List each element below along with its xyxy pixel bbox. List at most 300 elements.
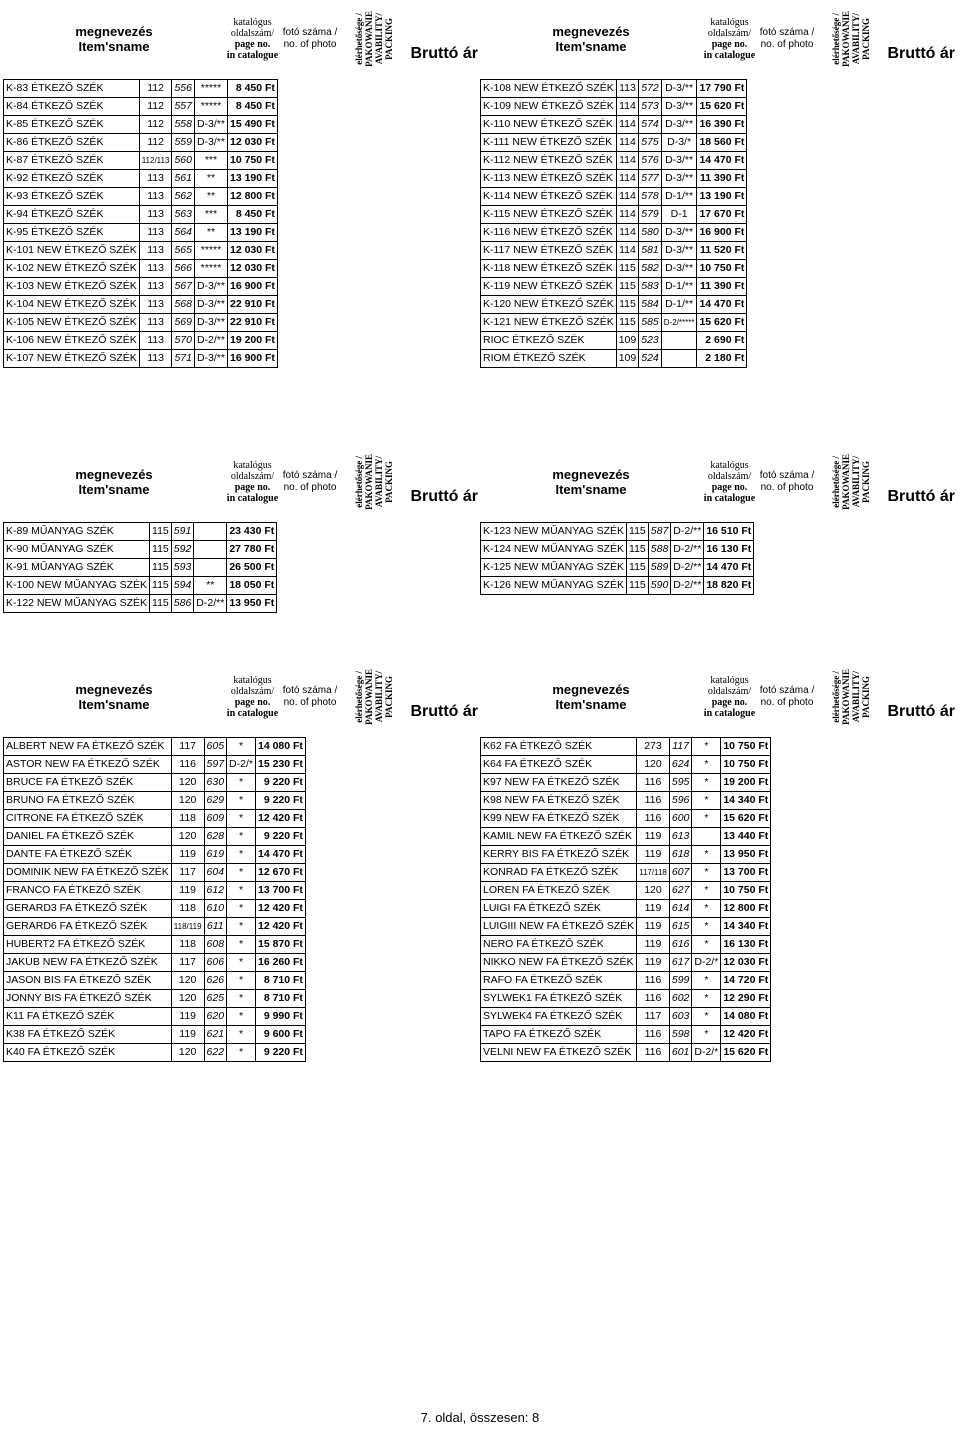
availability: D-3/**: [661, 98, 697, 116]
table-row: [481, 559, 754, 577]
catalogue-page: 120: [637, 882, 670, 900]
availability: D-2/**: [194, 595, 227, 613]
photo-number: 576: [639, 152, 662, 170]
avail-header-line4: PACKING: [383, 676, 394, 718]
photo-number: 589: [648, 559, 671, 577]
table-row: [4, 756, 306, 774]
page-header-line3: page no.: [711, 697, 748, 708]
availability: D-2/**: [671, 541, 704, 559]
table-row: [481, 80, 747, 98]
table-row: [4, 882, 306, 900]
avail-header-line1: elérhetősége /: [830, 13, 841, 65]
availability: *****: [194, 242, 227, 260]
table-row: [4, 1008, 306, 1026]
photo-number: 626: [204, 972, 227, 990]
table-header: [3, 7, 957, 71]
photo-number: 629: [204, 792, 227, 810]
item-name: K-108 NEW ÉTKEZŐ SZÉK: [481, 80, 617, 98]
availability: [194, 523, 227, 541]
photo-number: 117: [669, 738, 692, 756]
item-name: K-113 NEW ÉTKEZŐ SZÉK: [481, 170, 617, 188]
catalogue-page: 109: [616, 332, 639, 350]
availability: D-1: [661, 206, 697, 224]
catalogue-page: 115: [150, 595, 172, 613]
catalogue-page: 113: [616, 80, 639, 98]
availability: ***: [194, 206, 227, 224]
item-name: GERARD6 FA ÉTKEZŐ SZÉK: [4, 918, 172, 936]
avail-header-line2: PAKOWANIE: [840, 11, 851, 67]
photo-header-line1: fotó száma /: [282, 685, 338, 696]
page-header-line4: in catalogue: [703, 708, 756, 719]
catalogue-page: 116: [637, 1044, 670, 1062]
page-footer: 7. oldal, összesen: 8: [420, 1410, 540, 1425]
column-header-photo: [280, 450, 340, 514]
table-row: [4, 278, 278, 296]
item-name: K-91 MŰANYAG SZÉK: [4, 559, 150, 577]
catalogue-page: 115: [627, 523, 649, 541]
avail-header-line2: PAKOWANIE: [363, 454, 374, 510]
availability: D-2/*: [692, 1044, 721, 1062]
availability: **: [194, 170, 227, 188]
gross-price: 12 670 Ft: [255, 864, 305, 882]
availability: *: [692, 792, 721, 810]
item-name: LOREN FA ÉTKEZŐ SZÉK: [481, 882, 637, 900]
photo-number: 591: [171, 523, 194, 541]
gross-price: 14 470 Ft: [697, 152, 747, 170]
table-row: [481, 792, 771, 810]
photo-header-line1: fotó száma /: [282, 27, 338, 38]
photo-number: 605: [204, 738, 227, 756]
column-header-name: [3, 665, 225, 729]
gross-price: 8 450 Ft: [227, 206, 277, 224]
table-row: [4, 846, 306, 864]
photo-number: 607: [669, 864, 692, 882]
catalogue-page: 119: [171, 882, 204, 900]
catalogue-page: 118/119: [171, 918, 204, 936]
gross-price: 14 340 Ft: [721, 792, 771, 810]
availability: *: [227, 792, 256, 810]
photo-number: 627: [669, 882, 692, 900]
page-header-line1: katalógus: [710, 17, 749, 28]
avail-header-line3: AVABILITY/: [850, 13, 861, 65]
availability: *: [692, 990, 721, 1008]
gross-price: 16 510 Ft: [704, 523, 754, 541]
photo-number: 612: [204, 882, 227, 900]
catalogue-page: 119: [637, 900, 670, 918]
item-name: K-105 NEW ÉTKEZŐ SZÉK: [4, 314, 140, 332]
availability: D-1/**: [661, 278, 697, 296]
availability: *: [227, 1026, 256, 1044]
column-header-price: [407, 450, 480, 514]
item-name: K-111 NEW ÉTKEZŐ SZÉK: [481, 134, 617, 152]
name-header-hu: megnevezés: [75, 24, 153, 39]
avail-header-line2: PAKOWANIE: [363, 669, 374, 725]
gross-price: 12 800 Ft: [227, 188, 277, 206]
gross-price: 14 720 Ft: [721, 972, 771, 990]
photo-number: 618: [669, 846, 692, 864]
gross-price: 15 870 Ft: [255, 936, 305, 954]
availability: *: [692, 846, 721, 864]
availability: *: [692, 864, 721, 882]
catalogue-page: 113: [139, 188, 172, 206]
catalogue-page: 116: [637, 810, 670, 828]
photo-number: 592: [171, 541, 194, 559]
item-name: K40 FA ÉTKEZŐ SZÉK: [4, 1044, 172, 1062]
catalogue-page: 114: [616, 206, 639, 224]
catalogue-page: 119: [637, 936, 670, 954]
avail-header-line3: AVABILITY/: [373, 456, 384, 508]
availability: *: [692, 1008, 721, 1026]
name-header-en: Item'sname: [78, 39, 150, 54]
item-name: K-90 MŰANYAG SZÉK: [4, 541, 150, 559]
avail-header-line4: PACKING: [383, 18, 394, 60]
page-header-line4: in catalogue: [703, 50, 756, 61]
photo-number: 604: [204, 864, 227, 882]
name-header-hu: megnevezés: [552, 467, 630, 482]
page-header-line4: in catalogue: [226, 493, 279, 504]
photo-number: 524: [639, 350, 662, 368]
catalogue-page: 115: [150, 559, 172, 577]
avail-header-line3: AVABILITY/: [850, 671, 861, 723]
gross-price: 8 710 Ft: [255, 990, 305, 1008]
availability: **: [194, 224, 227, 242]
photo-number: 596: [669, 792, 692, 810]
catalogue-page: 120: [171, 972, 204, 990]
photo-number: 594: [171, 577, 194, 595]
catalogue-page: 117: [171, 954, 204, 972]
availability: ***: [194, 152, 227, 170]
availability: *: [227, 738, 256, 756]
column-header-photo: [757, 7, 817, 71]
availability: D-3/**: [194, 116, 227, 134]
gross-price: 16 260 Ft: [255, 954, 305, 972]
item-name: K-112 NEW ÉTKEZŐ SZÉK: [481, 152, 617, 170]
item-name: K-101 NEW ÉTKEZŐ SZÉK: [4, 242, 140, 260]
photo-number: 560: [172, 152, 195, 170]
catalogue-page: 113: [139, 296, 172, 314]
catalogue-page: 113: [139, 350, 172, 368]
table-row: [4, 595, 277, 613]
gross-price: 13 190 Ft: [697, 188, 747, 206]
gross-price: 19 200 Ft: [227, 332, 277, 350]
catalogue-page: 115: [150, 577, 172, 595]
gross-price: 13 700 Ft: [255, 882, 305, 900]
availability: D-3/**: [661, 224, 697, 242]
name-header-hu: megnevezés: [75, 467, 153, 482]
name-header-en: Item'sname: [78, 697, 150, 712]
price-table-right: [480, 522, 754, 595]
gross-price: 9 220 Ft: [255, 774, 305, 792]
catalogue-page: 118: [171, 900, 204, 918]
catalogue-page: 116: [637, 972, 670, 990]
gross-price: 26 500 Ft: [227, 559, 277, 577]
gross-price: 15 620 Ft: [697, 314, 747, 332]
availability: D-1/**: [661, 296, 697, 314]
price-header: Bruttó ár: [887, 45, 955, 62]
table-header: [3, 450, 957, 514]
column-header-price: [884, 450, 957, 514]
avail-header-line4: PACKING: [860, 461, 871, 503]
name-header-en: Item'sname: [555, 697, 627, 712]
price-header: Bruttó ár: [887, 488, 955, 505]
item-name: K-87 ÉTKEZŐ SZÉK: [4, 152, 140, 170]
gross-price: 16 130 Ft: [721, 936, 771, 954]
item-name: LUIGIII NEW FA ÉTKEZŐ SZÉK: [481, 918, 637, 936]
catalogue-page: 120: [171, 1044, 204, 1062]
item-name: HUBERT2 FA ÉTKEZŐ SZÉK: [4, 936, 172, 954]
item-name: K-109 NEW ÉTKEZŐ SZÉK: [481, 98, 617, 116]
photo-number: 617: [669, 954, 692, 972]
availability: *: [227, 810, 256, 828]
catalogue-page: 273: [637, 738, 670, 756]
catalogue-page: 115: [616, 314, 639, 332]
table-row: [4, 224, 278, 242]
item-name: BRUNO FA ÉTKEZŐ SZÉK: [4, 792, 172, 810]
table-row: [481, 260, 747, 278]
item-name: K-102 NEW ÉTKEZŐ SZÉK: [4, 260, 140, 278]
table-row: [481, 738, 771, 756]
price-table-left: [3, 79, 278, 368]
availability: *: [692, 972, 721, 990]
item-name: K-120 NEW ÉTKEZŐ SZÉK: [481, 296, 617, 314]
gross-price: 10 750 Ft: [697, 260, 747, 278]
table-row: [481, 224, 747, 242]
catalogue-page: 113: [139, 260, 172, 278]
gross-price: 9 220 Ft: [255, 1044, 305, 1062]
item-name: K-119 NEW ÉTKEZŐ SZÉK: [481, 278, 617, 296]
table-row: [481, 882, 771, 900]
table-row: [481, 134, 747, 152]
table-row: [481, 846, 771, 864]
gross-price: 12 030 Ft: [227, 134, 277, 152]
avail-header-line1: elérhetősége /: [353, 456, 364, 508]
photo-number: 558: [172, 116, 195, 134]
section-3: [3, 665, 957, 1058]
table-row: [481, 98, 747, 116]
price-table-right: [480, 737, 771, 1062]
table-row: [481, 936, 771, 954]
table-row: [481, 1026, 771, 1044]
table-row: [4, 828, 306, 846]
photo-number: 590: [648, 577, 671, 595]
availability: *: [692, 756, 721, 774]
table-row: [4, 774, 306, 792]
photo-number: 621: [204, 1026, 227, 1044]
catalogue-page: 118: [171, 810, 204, 828]
catalogue-page: 112: [139, 80, 172, 98]
column-header-photo: [757, 450, 817, 514]
catalogue-page: 115: [627, 541, 649, 559]
gross-price: 16 130 Ft: [704, 541, 754, 559]
item-name: K-85 ÉTKEZŐ SZÉK: [4, 116, 140, 134]
photo-header-line2: no. of photo: [283, 39, 337, 50]
photo-number: 608: [204, 936, 227, 954]
gross-price: 12 800 Ft: [721, 900, 771, 918]
avail-header-line2: PAKOWANIE: [363, 11, 374, 67]
photo-number: 581: [639, 242, 662, 260]
header-left: [3, 665, 480, 729]
item-name: NIKKO NEW FA ÉTKEZŐ SZÉK: [481, 954, 637, 972]
gross-price: 16 900 Ft: [227, 350, 277, 368]
table-row: [4, 523, 277, 541]
photo-number: 566: [172, 260, 195, 278]
photo-number: 578: [639, 188, 662, 206]
table-row: [4, 864, 306, 882]
catalogue-page: 113: [139, 314, 172, 332]
item-name: K-95 ÉTKEZŐ SZÉK: [4, 224, 140, 242]
photo-number: 565: [172, 242, 195, 260]
photo-number: 562: [172, 188, 195, 206]
availability: *****: [194, 98, 227, 116]
gross-price: 2 180 Ft: [697, 350, 747, 368]
column-header-name: [480, 665, 702, 729]
availability: D-3/**: [194, 278, 227, 296]
page-header-line2: oldalszám/: [230, 471, 275, 482]
availability: **: [194, 577, 227, 595]
table-row: [4, 738, 306, 756]
gross-price: 11 390 Ft: [697, 278, 747, 296]
table-row: [481, 810, 771, 828]
photo-header-line2: no. of photo: [760, 482, 814, 493]
availability: D-2/**: [671, 559, 704, 577]
photo-number: 599: [669, 972, 692, 990]
gross-price: 13 700 Ft: [721, 864, 771, 882]
gross-price: 12 030 Ft: [227, 242, 277, 260]
catalogue-page: 117: [171, 864, 204, 882]
item-name: K-116 NEW ÉTKEZŐ SZÉK: [481, 224, 617, 242]
page-header-line1: katalógus: [233, 675, 272, 686]
availability: *: [692, 774, 721, 792]
photo-number: 586: [171, 595, 194, 613]
catalogue-page: 115: [150, 541, 172, 559]
price-table-right: [480, 79, 747, 368]
catalogue-page: 115: [616, 260, 639, 278]
table-row: [481, 828, 771, 846]
avail-header-line2: PAKOWANIE: [840, 454, 851, 510]
table-row: [4, 116, 278, 134]
availability: *: [227, 972, 256, 990]
item-name: RAFO FA ÉTKEZŐ SZÉK: [481, 972, 637, 990]
column-header-page: [702, 450, 757, 514]
catalogue-page: 116: [637, 774, 670, 792]
header-right: [480, 450, 957, 514]
photo-number: 584: [639, 296, 662, 314]
table-row: [481, 990, 771, 1008]
item-name: DANTE FA ÉTKEZŐ SZÉK: [4, 846, 172, 864]
availability: *: [227, 828, 256, 846]
gross-price: 9 600 Ft: [255, 1026, 305, 1044]
availability: *: [692, 1026, 721, 1044]
photo-number: 628: [204, 828, 227, 846]
gross-price: 14 340 Ft: [721, 918, 771, 936]
gross-price: 8 710 Ft: [255, 972, 305, 990]
photo-number: 574: [639, 116, 662, 134]
photo-number: 580: [639, 224, 662, 242]
availability: *: [227, 936, 256, 954]
photo-number: 615: [669, 918, 692, 936]
catalogue-page: 119: [171, 1008, 204, 1026]
item-name: K64 FA ÉTKEZŐ SZÉK: [481, 756, 637, 774]
gross-price: 9 990 Ft: [255, 1008, 305, 1026]
column-header-price: [884, 665, 957, 729]
availability: D-3/**: [661, 170, 697, 188]
item-name: NERO FA ÉTKEZŐ SZÉK: [481, 936, 637, 954]
gross-price: 9 220 Ft: [255, 792, 305, 810]
item-name: K-106 NEW ÉTKEZŐ SZÉK: [4, 332, 140, 350]
table-row: [481, 152, 747, 170]
gross-price: 11 390 Ft: [697, 170, 747, 188]
availability: *: [227, 774, 256, 792]
photo-header-line1: fotó száma /: [759, 685, 815, 696]
table-row: [4, 990, 306, 1008]
photo-number: 568: [172, 296, 195, 314]
table-row: [481, 918, 771, 936]
availability: *: [692, 918, 721, 936]
table-row: [4, 792, 306, 810]
item-name: LUIGI FA ÉTKEZŐ SZÉK: [481, 900, 637, 918]
item-name: K-94 ÉTKEZŐ SZÉK: [4, 206, 140, 224]
photo-number: 559: [172, 134, 195, 152]
availability: *: [227, 990, 256, 1008]
column-header-availability: [340, 7, 407, 71]
photo-number: 613: [669, 828, 692, 846]
catalogue-page: 113: [139, 278, 172, 296]
page-header-line1: katalógus: [233, 17, 272, 28]
table-row: [481, 774, 771, 792]
gross-price: 10 750 Ft: [721, 738, 771, 756]
photo-number: 570: [172, 332, 195, 350]
photo-header-line2: no. of photo: [760, 39, 814, 50]
gross-price: 12 030 Ft: [721, 954, 771, 972]
availability: *****: [194, 260, 227, 278]
gross-price: 12 290 Ft: [721, 990, 771, 1008]
catalogue-page: 112: [139, 98, 172, 116]
availability: *: [227, 846, 256, 864]
photo-number: 614: [669, 900, 692, 918]
catalogue-page: 115: [150, 523, 172, 541]
avail-header-line1: elérhetősége /: [353, 671, 364, 723]
item-name: GERARD3 FA ÉTKEZŐ SZÉK: [4, 900, 172, 918]
name-header-en: Item'sname: [555, 482, 627, 497]
availability: *: [227, 882, 256, 900]
photo-number: 611: [204, 918, 227, 936]
table-row: [481, 756, 771, 774]
gross-price: 16 900 Ft: [227, 278, 277, 296]
item-name: K-118 NEW ÉTKEZŐ SZÉK: [481, 260, 617, 278]
item-name: VELNI NEW FA ÉTKEZŐ SZÉK: [481, 1044, 637, 1062]
item-name: K-122 NEW MŰANYAG SZÉK: [4, 595, 150, 613]
table-row: [4, 134, 278, 152]
table-row: [4, 206, 278, 224]
avail-header-line4: PACKING: [860, 18, 871, 60]
avail-header-line1: elérhetősége /: [830, 456, 841, 508]
table-row: [4, 810, 306, 828]
availability: D-2/*****: [661, 314, 697, 332]
item-name: K99 NEW FA ÉTKEZŐ SZÉK: [481, 810, 637, 828]
page-header-line3: page no.: [711, 482, 748, 493]
item-name: K-83 ÉTKEZŐ SZÉK: [4, 80, 140, 98]
column-header-price: [407, 665, 480, 729]
availability: *: [692, 900, 721, 918]
availability: *: [692, 738, 721, 756]
name-header-en: Item'sname: [555, 39, 627, 54]
photo-number: 624: [669, 756, 692, 774]
item-name: K-104 NEW ÉTKEZŐ SZÉK: [4, 296, 140, 314]
photo-header-line1: fotó száma /: [282, 470, 338, 481]
column-header-page: [225, 7, 280, 71]
photo-number: 616: [669, 936, 692, 954]
item-name: K-126 NEW MŰANYAG SZÉK: [481, 577, 627, 595]
